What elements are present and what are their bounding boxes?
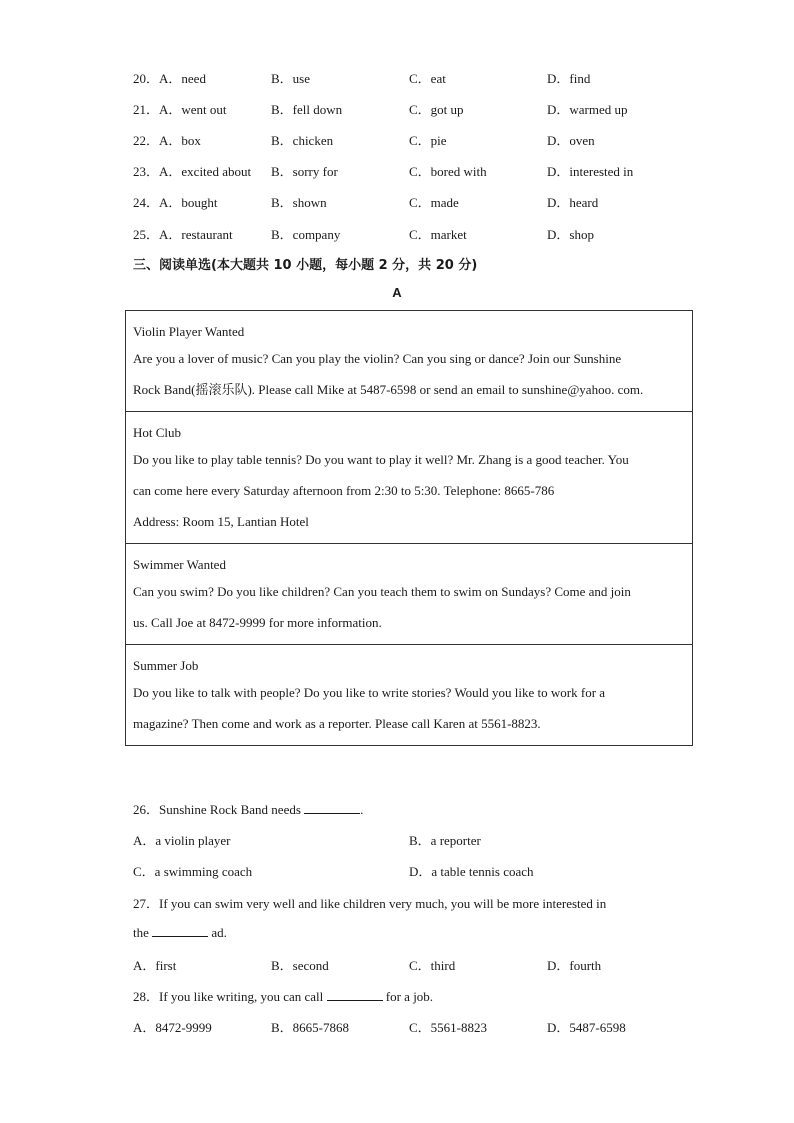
option-d: D．oven <box>547 133 595 148</box>
option-a: 24．A．bought <box>133 195 218 210</box>
question-27-stem-line-2: the ad. <box>133 925 227 940</box>
answer-blank <box>152 924 208 937</box>
ads-table <box>125 310 693 746</box>
option-b: B．second <box>271 958 329 973</box>
option-c: C．got up <box>409 102 464 117</box>
question-row-25 <box>133 224 693 244</box>
question-28-options <box>133 1017 693 1037</box>
option-d: D．fourth <box>547 958 602 973</box>
ad-title: Hot Club <box>133 425 182 440</box>
ad-line: Do you like to play table tennis? Do you want to play it well? Mr. Zhang is a good teacher. You <box>133 452 629 467</box>
option-c: C．market <box>409 227 467 242</box>
ad-violin-player <box>126 311 692 411</box>
option-c: C．made <box>409 195 459 210</box>
option-b: B．use <box>271 71 311 86</box>
option-b: B．chicken <box>271 133 334 148</box>
option-c: C．third <box>409 958 456 973</box>
option-c: C．5561-8823 <box>409 1020 488 1035</box>
option-d: D．find <box>547 71 591 86</box>
option-c: C．bored with <box>409 164 487 179</box>
question-row-23 <box>133 161 693 181</box>
option-d: D．interested in <box>547 164 634 179</box>
option-d: D．5487-6598 <box>547 1020 626 1035</box>
ad-line: Are you a lover of music? Can you play the violin? Can you sing or dance? Join our Sunshine <box>133 351 622 366</box>
option-a: 20．A．need <box>133 71 206 86</box>
option-b: B．fell down <box>271 102 343 117</box>
ad-line: can come here every Saturday afternoon from 2:30 to 5:30. Telephone: 8665-786 <box>133 483 555 498</box>
question-26-stem: 26．Sunshine Rock Band needs . <box>133 802 364 817</box>
ad-line: Address: Room 15, Lantian Hotel <box>133 514 309 529</box>
ad-line: us. Call Joe at 8472-9999 for more information. <box>133 615 382 630</box>
option-d: D．a table tennis coach <box>409 864 534 879</box>
ad-line: Do you like to talk with people? Do you like to write stories? Would you like to work for a <box>133 685 606 700</box>
question-row-22 <box>133 130 693 150</box>
option-c: C．eat <box>409 71 446 86</box>
option-b: B．company <box>271 227 341 242</box>
option-a: 25．A．restaurant <box>133 227 233 242</box>
option-d: D．shop <box>547 227 594 242</box>
option-c: C．pie <box>409 133 447 148</box>
ad-title: Summer Job <box>133 658 199 673</box>
option-d: D．heard <box>547 195 599 210</box>
ad-line: magazine? Then come and work as a reporter. Please call Karen at 5561-8823. <box>133 716 541 731</box>
option-a: A．8472-9999 <box>133 1020 212 1035</box>
answer-blank <box>327 988 383 1001</box>
question-28-stem: 28．If you like writing, you can call for a job. <box>133 989 434 1004</box>
option-b: B．shown <box>271 195 327 210</box>
option-a: 22．A．box <box>133 133 201 148</box>
section-title: 三、阅读单选(本大题共 10 小题，每小题 2 分，共 20 分) <box>133 258 478 273</box>
ad-hot-club <box>126 411 692 543</box>
question-26-options-row-2 <box>133 861 693 881</box>
ad-swimmer-wanted <box>126 543 692 644</box>
ad-line: Rock Band(摇滚乐队). Please call Mike at 5487-6598 or send an email to sunshine@yahoo. com. <box>133 382 644 397</box>
ad-summer-job <box>126 644 692 745</box>
question-row-24 <box>133 192 693 212</box>
ad-line: Can you swim? Do you like children? Can you teach them to swim on Sundays? Come and join <box>133 584 631 599</box>
option-a: A．first <box>133 958 177 973</box>
question-row-20 <box>133 68 693 88</box>
option-a: 23．A．excited about <box>133 164 252 179</box>
option-b: B．sorry for <box>271 164 338 179</box>
option-b: B．a reporter <box>409 833 481 848</box>
option-c: C．a swimming coach <box>133 864 253 879</box>
option-a: A．a violin player <box>133 833 231 848</box>
option-b: B．8665-7868 <box>271 1020 350 1035</box>
question-27-options <box>133 955 693 975</box>
ad-title: Swimmer Wanted <box>133 557 226 572</box>
passage-label: A <box>392 285 402 300</box>
question-27-stem: 27．If you can swim very well and like children very much, you will be more interested in <box>133 896 607 911</box>
ad-title: Violin Player Wanted <box>133 324 245 339</box>
option-d: D．warmed up <box>547 102 628 117</box>
question-26-options-row-1 <box>133 830 693 850</box>
answer-blank <box>304 801 360 814</box>
question-row-21 <box>133 99 693 119</box>
option-a: 21．A．went out <box>133 102 227 117</box>
